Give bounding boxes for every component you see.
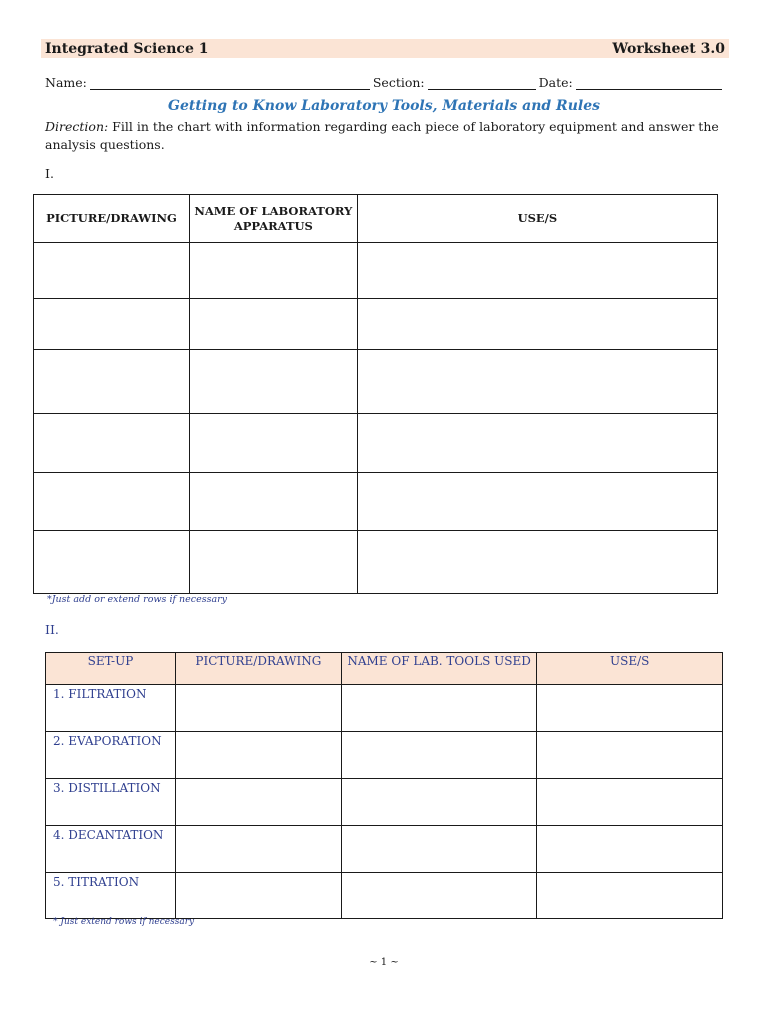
header-uses: USE/S: [357, 195, 717, 243]
apparatus-name-cell[interactable]: [189, 531, 357, 594]
table-row: [46, 779, 723, 826]
name-label: Name:: [45, 75, 87, 90]
lab-tools-cell[interactable]: [341, 826, 537, 873]
date-field[interactable]: [576, 77, 722, 90]
setup-name-cell: 3. DISTILLATION: [46, 779, 176, 826]
header-picture-drawing: PICTURE/DRAWING: [175, 653, 341, 685]
table-row: [34, 299, 718, 350]
uses-cell[interactable]: [537, 826, 723, 873]
apparatus-name-cell[interactable]: [189, 299, 357, 350]
header-lab-tools: NAME OF LAB. TOOLS USED: [341, 653, 537, 685]
uses-cell[interactable]: [537, 732, 723, 779]
setup-name-cell: 5. TITRATION: [46, 873, 176, 919]
uses-cell[interactable]: [537, 779, 723, 826]
table-row: [46, 732, 723, 779]
header-picture-drawing: PICTURE/DRAWING: [34, 195, 190, 243]
table-row: [34, 531, 718, 594]
picture-cell[interactable]: [175, 779, 341, 826]
picture-cell[interactable]: [34, 350, 190, 414]
uses-cell[interactable]: [357, 531, 717, 594]
table-2-note: * Just extend rows if necessary: [53, 917, 195, 927]
setup-name-cell: 2. EVAPORATION: [46, 732, 176, 779]
picture-cell[interactable]: [34, 531, 190, 594]
apparatus-name-cell[interactable]: [189, 243, 357, 299]
setup-name-cell: 4. DECANTATION: [46, 826, 176, 873]
picture-cell[interactable]: [34, 414, 190, 473]
table-row: [46, 873, 723, 919]
lab-tools-cell[interactable]: [341, 732, 537, 779]
student-info-line: [45, 72, 728, 90]
table-row: [34, 350, 718, 414]
table-row: [34, 473, 718, 531]
header-apparatus-name: NAME OF LABORATORY APPARATUS: [189, 195, 357, 243]
uses-cell[interactable]: [357, 243, 717, 299]
apparatus-name-cell[interactable]: [189, 473, 357, 531]
uses-cell[interactable]: [537, 873, 723, 919]
date-label: Date:: [538, 75, 573, 90]
lab-tools-cell[interactable]: [341, 685, 537, 732]
section-label: Section:: [372, 75, 425, 90]
header-setup: SET-UP: [46, 653, 176, 685]
part-1-label: I.: [45, 166, 54, 181]
picture-cell[interactable]: [175, 873, 341, 919]
page-number: ~ 1 ~: [369, 957, 399, 968]
table-row: [46, 826, 723, 873]
direction-text: Fill in the chart with information regarding each piece of laboratory equipment and answer the analysis questions.: [45, 119, 719, 152]
table-row: [34, 414, 718, 473]
lab-tools-cell[interactable]: [341, 779, 537, 826]
direction-label: Direction:: [45, 119, 109, 134]
header-bar: [41, 39, 729, 58]
setup-name-cell: 1. FILTRATION: [46, 685, 176, 732]
header-uses: USE/S: [537, 653, 723, 685]
section-field[interactable]: [428, 77, 536, 90]
picture-cell[interactable]: [175, 685, 341, 732]
uses-cell[interactable]: [537, 685, 723, 732]
direction-paragraph: [45, 118, 730, 154]
table-1-note: *Just add or extend rows if necessary: [47, 594, 228, 605]
apparatus-table-header-row: [34, 195, 718, 243]
table-row: [34, 243, 718, 299]
worksheet-number: Worksheet 3.0: [612, 40, 725, 57]
picture-cell[interactable]: [175, 732, 341, 779]
uses-cell[interactable]: [357, 473, 717, 531]
picture-cell[interactable]: [34, 473, 190, 531]
setup-table-header-row: [46, 653, 723, 685]
uses-cell[interactable]: [357, 299, 717, 350]
apparatus-name-cell[interactable]: [189, 414, 357, 473]
apparatus-name-cell[interactable]: [189, 350, 357, 414]
apparatus-table: [33, 194, 718, 594]
uses-cell[interactable]: [357, 414, 717, 473]
picture-cell[interactable]: [175, 826, 341, 873]
subject-title: Integrated Science 1: [45, 40, 209, 57]
name-field[interactable]: [90, 77, 370, 90]
part-2-label: II.: [45, 622, 59, 637]
picture-cell[interactable]: [34, 299, 190, 350]
uses-cell[interactable]: [357, 350, 717, 414]
worksheet-title: Getting to Know Laboratory Tools, Materials and Rules: [168, 98, 600, 114]
setup-table: [45, 652, 723, 919]
lab-tools-cell[interactable]: [341, 873, 537, 919]
table-row: [46, 685, 723, 732]
picture-cell[interactable]: [34, 243, 190, 299]
